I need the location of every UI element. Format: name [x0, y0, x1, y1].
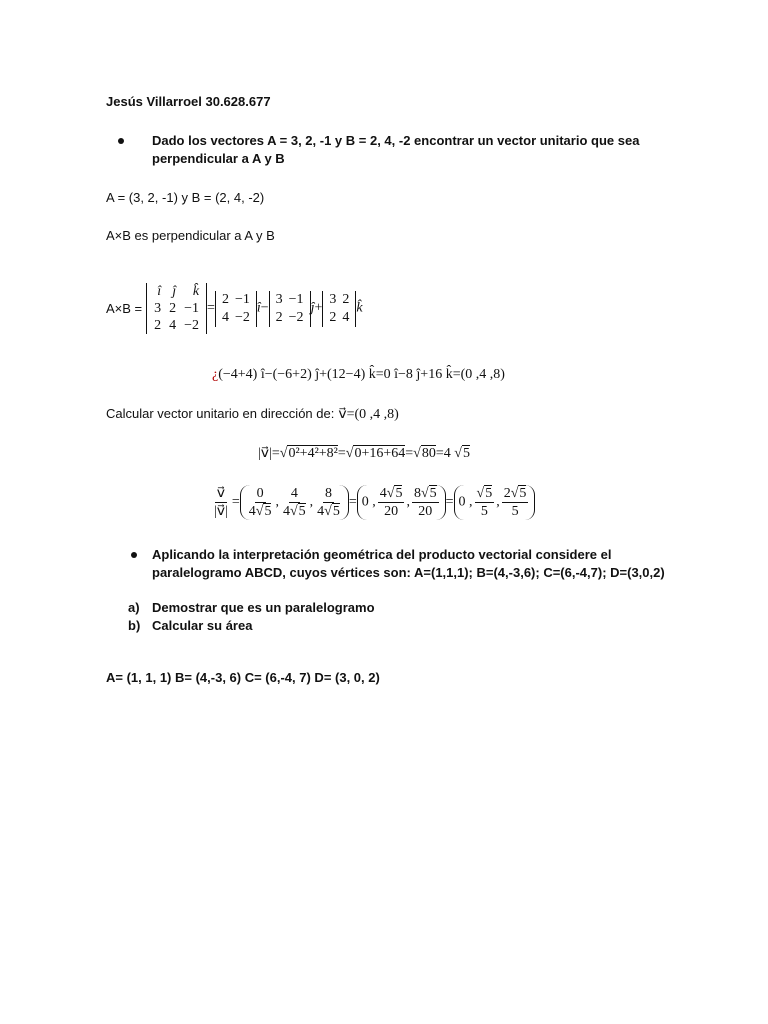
- det-cell: −2: [234, 309, 250, 325]
- axb-label: A×B =: [106, 301, 143, 316]
- determinant-j: [269, 291, 311, 327]
- det-cell: −1: [288, 291, 304, 307]
- vertices-line: A= (1, 1, 1) B= (4,-3, 6) C= (6,-4, 7) D= (3, 0, 2): [106, 670, 380, 685]
- det-cell: 2: [169, 301, 177, 316]
- unit-vector-equation: $\frac{v⃗}{|v⃗|}$ = $\frac{0}{4√5}$ , $\frac{4}{4√5}$ , $\frac{8}{4√5}$ = 0 , $\frac{4√5}{20}$ , $\frac{8√5}{20}$ = 0 , $\frac{√5}{5}$ , $\frac{2√5}{5}$: [210, 485, 535, 520]
- det-cell: −2: [288, 309, 304, 325]
- det-cell: 2: [221, 291, 229, 307]
- radicand-4: 5: [462, 446, 470, 461]
- radicand: 5: [519, 486, 527, 501]
- det-cell: 2: [329, 309, 337, 325]
- det-cell: 2: [154, 318, 162, 333]
- denominator: 4: [317, 504, 325, 519]
- radicand: 5: [264, 504, 272, 519]
- denominator: 5: [480, 504, 488, 519]
- denominator: 20: [384, 504, 399, 519]
- unit-vector-definition: v⃗=(0 ,4 ,8): [338, 407, 399, 422]
- item-marker-b: b): [128, 618, 141, 633]
- fraction: $\frac{2√5}{5}$: [503, 486, 527, 519]
- numerator: 4: [290, 486, 298, 501]
- denominator: 5: [511, 504, 519, 519]
- denominator: 4: [282, 504, 290, 519]
- zero-component: 0 ,: [361, 494, 376, 510]
- perpendicular-line: A×B es perpendicular a A y B: [106, 228, 275, 243]
- radicand: 5: [485, 486, 493, 501]
- det-cell: 4: [221, 309, 229, 325]
- fraction: $\frac{4}{4√5}$: [282, 486, 306, 519]
- denominator: |v⃗|: [214, 504, 228, 519]
- paren-group-3: 0 , $\frac{√5}{5}$ , $\frac{2√5}{5}$: [454, 485, 536, 520]
- det-cell: 4: [342, 309, 350, 325]
- unit-vector-instruction: [106, 405, 399, 423]
- det-cell: 2: [275, 309, 283, 325]
- fraction: $\frac{8}{4√5}$: [317, 486, 340, 519]
- question-2-line-1: Aplicando la interpretación geométrica del producto vectorial considere el: [152, 547, 612, 562]
- item-text-b: Calcular su área: [152, 618, 253, 633]
- numerator: v⃗: [216, 486, 226, 501]
- det-cell: 4: [169, 318, 177, 333]
- item-text-a: Demostrar que es un paralelogramo: [152, 600, 375, 615]
- det-cell: 2: [342, 291, 350, 307]
- det-cell: −1: [184, 301, 200, 316]
- equals: =: [405, 446, 414, 461]
- unit-label: Calcular vector unitario en dirección de:: [106, 406, 335, 421]
- determinant-k: [322, 291, 356, 327]
- magnitude-lhs: |v⃗|=: [258, 446, 280, 461]
- question-1-line-1: Dado los vectores A = 3, 2, -1 y B = 2, 4, -2 encontrar un vector unitario que sea: [152, 133, 640, 148]
- fraction: $\frac{8√5}{20}$: [413, 486, 437, 519]
- radicand: 5: [429, 486, 437, 501]
- numerator: 8: [325, 486, 333, 501]
- numerator: 0: [256, 486, 264, 501]
- error-symbol: ¿: [212, 367, 219, 382]
- question-1-line-2: perpendicular a A y B: [152, 151, 285, 166]
- bullet-1: [118, 138, 124, 144]
- result-expression: (−4+4) î−(−6+2) ĵ+(12−4) k̂=0 î−8 ĵ+16 k̂=(0 ,4 ,8): [218, 367, 505, 382]
- det-cell: 3: [329, 291, 337, 307]
- det-cell: î: [157, 284, 162, 299]
- question-2-line-2: paralelogramo ABCD, cuyos vértices son: A=(1,1,1); B=(4,-3,6); C=(6,-4,7); D=(3,0,2): [152, 565, 665, 580]
- equals: =: [337, 446, 346, 461]
- fraction-v-over-norm: [212, 485, 230, 520]
- cross-product-result: [212, 367, 505, 383]
- author-line: Jesús Villarroel 30.628.677: [106, 94, 271, 109]
- det-cell: 3: [275, 291, 283, 307]
- fraction: $\frac{√5}{5}$: [476, 486, 493, 519]
- denominator: 20: [418, 504, 433, 519]
- magnitude-equation: |v⃗|=√0²+4²+8²=√0+16+64=√80=4 √5: [258, 446, 470, 461]
- radicand: 5: [332, 504, 340, 519]
- numerator: 4: [379, 486, 387, 501]
- radicand-1: 0²+4²+8²: [288, 446, 338, 461]
- determinant-i: [215, 291, 257, 327]
- bullet-2: [131, 552, 137, 558]
- radicand-3: 80: [421, 446, 436, 461]
- det-cell: 3: [154, 301, 162, 316]
- determinant-3x3: [146, 283, 207, 334]
- det-cell: −1: [234, 291, 250, 307]
- fraction: $\frac{0}{4√5}$: [248, 486, 272, 519]
- paren-group-2: 0 , $\frac{4√5}{20}$ , $\frac{8√5}{20}$: [357, 485, 446, 520]
- radicand: 5: [395, 486, 403, 501]
- numerator: 8: [413, 486, 421, 501]
- radicand-2: 0+16+64: [354, 446, 406, 461]
- det-cell: k̂: [192, 284, 200, 299]
- denominator: 4: [248, 504, 256, 519]
- det-cell: ĵ: [172, 284, 177, 299]
- vectors-line: A = (3, 2, -1) y B = (2, 4, -2): [106, 190, 265, 205]
- magnitude-tail: =4: [435, 446, 451, 461]
- cross-product-expansion: A×B = î ĵ k̂ 3 2 −1 2 4 −2 = 2 −1 4 −2 î− 3 −1 2 −2 ĵ+ 3 2 2 4 k̂: [106, 284, 363, 333]
- det-cell: −2: [184, 318, 200, 333]
- numerator: 2: [503, 486, 511, 501]
- item-marker-a: a): [128, 600, 140, 615]
- zero-component: 0 ,: [458, 494, 473, 510]
- fraction: $\frac{4√5}{20}$: [379, 486, 403, 519]
- paren-group-1: $\frac{0}{4√5}$ , $\frac{4}{4√5}$ , $\frac{8}{4√5}$: [240, 485, 349, 520]
- radicand: 5: [298, 504, 306, 519]
